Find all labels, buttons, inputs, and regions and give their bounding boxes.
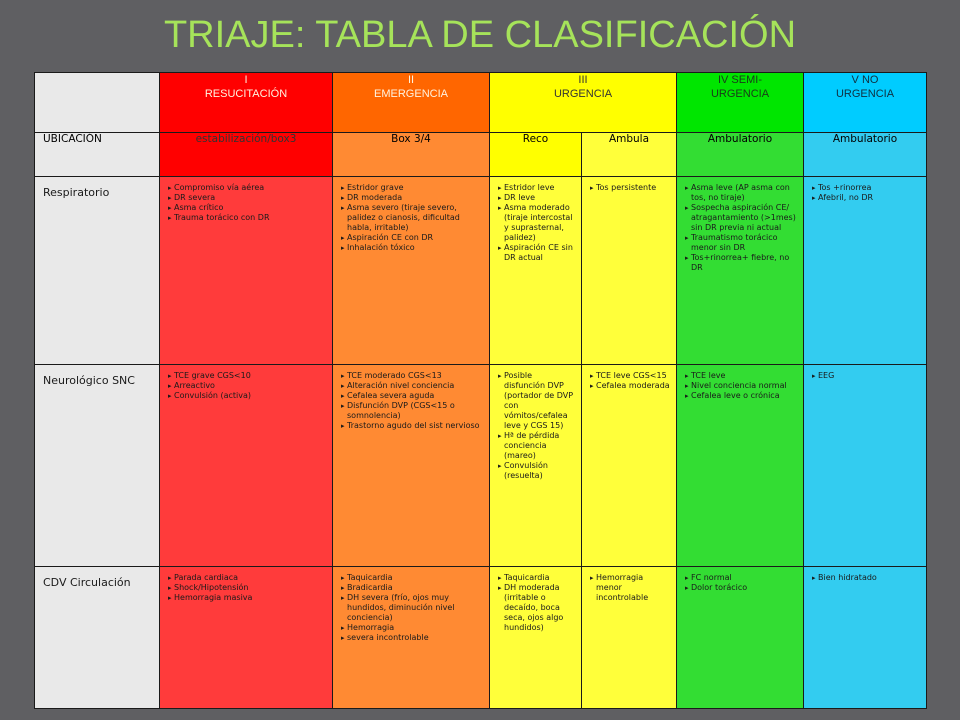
cell-level-i (160, 177, 333, 365)
cell-level-iii-ambula (582, 365, 677, 567)
level-number: IV SEMI- (717, 74, 762, 86)
row-label: Respiratorio (35, 177, 160, 365)
criteria-item: ▸ TCE moderado CGS<13 (341, 371, 483, 381)
criteria-item: ▸ Aspiración CE con DR (341, 233, 483, 243)
level-name: URGENCIA (835, 88, 895, 100)
triage-table (34, 72, 927, 709)
criteria-item: ▸ Taquicardia (498, 573, 575, 583)
cell-level-v (804, 177, 927, 365)
location-value: Ambulatorio (804, 133, 927, 177)
criteria-item: ▸ Posible disfunción DVP (portador de DVP con vómitos/cefalea leve y CGS 15) (498, 371, 575, 431)
criteria-item: ▸ Shock/Hipotensión (168, 583, 326, 593)
criteria-list (582, 365, 676, 391)
criteria-item: ▸ Arreactivo (168, 381, 326, 391)
header-row (35, 73, 927, 133)
cell-level-ii (333, 365, 490, 567)
criteria-item: ▸ Tos +rinorrea (812, 183, 920, 193)
page-title: TRIAJE: TABLA DE CLASIFICACIÓN (163, 14, 797, 56)
row-label: Neurológico SNC (35, 365, 160, 567)
header-level-iii (490, 73, 677, 133)
criteria-list (804, 365, 926, 381)
cell-level-v (804, 365, 927, 567)
level-name: EMERGENCIA (374, 88, 448, 100)
criteria-list (677, 177, 803, 273)
criteria-list (677, 365, 803, 401)
row-cdv-circulacion (35, 567, 927, 709)
criteria-list (490, 177, 581, 263)
header-level-i (160, 73, 333, 133)
criteria-item: ▸ Estridor grave (341, 183, 483, 193)
location-row (35, 133, 927, 177)
criteria-item: ▸ DR leve (498, 193, 575, 203)
criteria-item: ▸ Estridor leve (498, 183, 575, 193)
location-value: Ambula (582, 133, 677, 177)
cell-level-i (160, 567, 333, 709)
criteria-item: ▸ DH moderada (irritable o decaído, boca seca, ojos algo hundidos) (498, 583, 575, 633)
criteria-item: ▸ Inhalación tóxico (341, 243, 483, 253)
criteria-list (333, 365, 489, 431)
criteria-item: ▸ Aspiración CE sin DR actual (498, 243, 575, 263)
header-level-v (804, 73, 927, 133)
level-number: III (578, 74, 588, 86)
row-label: CDV Circulación (35, 567, 160, 709)
criteria-item: ▸ Asma crítico (168, 203, 326, 213)
criteria-item: ▸ Asma leve (AP asma con tos, no tiraje) (685, 183, 797, 203)
criteria-item: ▸ FC normal (685, 573, 797, 583)
level-name: URGENCIA (553, 88, 613, 100)
criteria-item: ▸ TCE leve CGS<15 (590, 371, 670, 381)
cell-level-iv (677, 365, 804, 567)
location-value: estabilización/box3 (160, 133, 333, 177)
level-number: I (244, 74, 248, 86)
criteria-list (160, 177, 332, 223)
criteria-item: ▸ Cefalea severa aguda (341, 391, 483, 401)
row-respiratorio (35, 177, 927, 365)
criteria-item: ▸ Trauma torácico con DR (168, 213, 326, 223)
header-corner-cell (35, 73, 160, 133)
criteria-list (677, 567, 803, 593)
criteria-list (333, 177, 489, 253)
cell-level-iv (677, 567, 804, 709)
criteria-item: ▸ Asma moderado (tiraje intercostal y suprasternal, palidez) (498, 203, 575, 243)
level-name: URGENCIA (710, 88, 770, 100)
cell-level-iii-reco (490, 365, 582, 567)
criteria-list (333, 567, 489, 643)
criteria-item: ▸ TCE leve (685, 371, 797, 381)
criteria-item: ▸ Parada cardiaca (168, 573, 326, 583)
level-number: II (407, 74, 415, 86)
header-level-iv (677, 73, 804, 133)
cell-level-iii-ambula (582, 177, 677, 365)
criteria-list (490, 567, 581, 633)
criteria-item: ▸ Bradicardia (341, 583, 483, 593)
criteria-item: ▸ Disfunción DVP (CGS<15 o somnolencia) (341, 401, 483, 421)
criteria-item: ▸ Alteración nivel conciencia (341, 381, 483, 391)
criteria-item: ▸ Cefalea moderada (590, 381, 670, 391)
location-label: UBICACIÓN (35, 133, 160, 177)
criteria-item: ▸ Hemorragia menor incontrolable (590, 573, 670, 603)
criteria-item: ▸ DR moderada (341, 193, 483, 203)
location-value: Reco (490, 133, 582, 177)
cell-level-i (160, 365, 333, 567)
cell-level-iii-ambula (582, 567, 677, 709)
level-name: RESUCITACIÓN (204, 88, 288, 100)
criteria-item: ▸ Convulsión (activa) (168, 391, 326, 401)
criteria-item: ▸ Compromiso vía aérea (168, 183, 326, 193)
criteria-item: ▸ Tos persistente (590, 183, 670, 193)
header-level-ii (333, 73, 490, 133)
cell-level-iv (677, 177, 804, 365)
criteria-item: ▸ TCE grave CGS<10 (168, 371, 326, 381)
criteria-item: ▸ Hemorragia masiva (168, 593, 326, 603)
criteria-item: ▸ DH severa (frío, ojos muy hundidos, diminución nivel conciencia) (341, 593, 483, 623)
cell-level-ii (333, 567, 490, 709)
criteria-item: ▸ Hª de pérdida conciencia (mareo) (498, 431, 575, 461)
cell-level-iii-reco (490, 567, 582, 709)
cell-level-ii (333, 177, 490, 365)
criteria-item: ▸ EEG (812, 371, 920, 381)
criteria-list (804, 567, 926, 583)
criteria-item: ▸ Convulsión (resuelta) (498, 461, 575, 481)
criteria-item: ▸ Sospecha aspiración CE/ atragantamiento (>1mes) sin DR previa ni actual (685, 203, 797, 233)
criteria-item: ▸ Tos+rinorrea+ fiebre, no DR (685, 253, 797, 273)
criteria-list (490, 365, 581, 481)
row-neurologico (35, 365, 927, 567)
criteria-list (582, 177, 676, 193)
criteria-item: ▸ Cefalea leve o crónica (685, 391, 797, 401)
location-value: Box 3/4 (333, 133, 490, 177)
criteria-item: ▸ Asma severo (tiraje severo, palidez o cianosis, dificultad habla, irritable) (341, 203, 483, 233)
criteria-item: ▸ Traumatismo torácico menor sin DR (685, 233, 797, 253)
location-value: Ambulatorio (677, 133, 804, 177)
criteria-list (804, 177, 926, 203)
criteria-item: ▸ severa incontrolable (341, 633, 483, 643)
criteria-item: ▸ Taquicardia (341, 573, 483, 583)
criteria-item: ▸ Nivel conciencia normal (685, 381, 797, 391)
criteria-item: ▸ Afebril, no DR (812, 193, 920, 203)
criteria-list (582, 567, 676, 603)
level-number: V NO (851, 74, 879, 86)
criteria-item: ▸ Trastorno agudo del sist nervioso (341, 421, 483, 431)
cell-level-v (804, 567, 927, 709)
criteria-list (160, 567, 332, 603)
criteria-item: ▸ Bien hidratado (812, 573, 920, 583)
criteria-item: ▸ DR severa (168, 193, 326, 203)
criteria-list (160, 365, 332, 401)
cell-level-iii-reco (490, 177, 582, 365)
criteria-item: ▸ Dolor torácico (685, 583, 797, 593)
criteria-item: ▸ Hemorragia (341, 623, 483, 633)
